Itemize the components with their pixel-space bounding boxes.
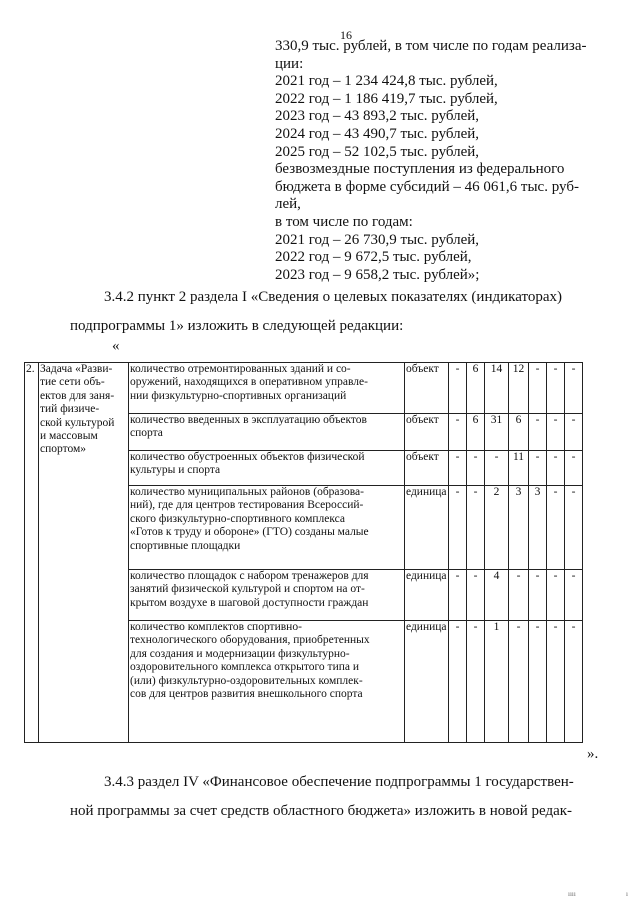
indicators-table	[24, 362, 583, 743]
indicator-line: количество обустроенных объектов физической	[130, 451, 365, 463]
unit-cell: единица	[405, 486, 449, 570]
budget-line: 2021 год – 1 234 424,8 тыс. рублей,	[275, 73, 498, 90]
value-cell: -	[565, 414, 583, 451]
indicator-name-cell	[129, 414, 405, 451]
task-line: спортом»	[40, 443, 87, 456]
value-cell: -	[547, 486, 565, 570]
value-cell: 3	[509, 486, 529, 570]
table-row	[25, 363, 583, 414]
task-line: тие сети объ-	[40, 376, 105, 389]
indicator-line: крытом воздухе в шаговой доступности граждан	[130, 596, 369, 609]
value-cell: -	[449, 414, 467, 451]
indicator-line: количество комплектов спортивно-	[130, 621, 302, 633]
value-cell: -	[509, 621, 529, 743]
unit-cell: объект	[405, 414, 449, 451]
value-cell: 2	[485, 486, 509, 570]
indicator-line: ний), где для центров тестирования Всероссий-	[130, 499, 364, 512]
indicator-line: (или) физкультурно-оздоровительных комплек-	[130, 674, 363, 687]
unit-cell: объект	[405, 451, 449, 486]
value-cell: -	[449, 570, 467, 621]
budget-line: 2023 год – 9 658,2 тыс. рублей»;	[275, 266, 480, 283]
value-cell: -	[547, 363, 565, 414]
budget-line: в том числе по годам:	[275, 213, 413, 230]
value-cell: 14	[485, 363, 509, 414]
value-cell: -	[565, 570, 583, 621]
value-cell: -	[449, 486, 467, 570]
budget-line: 2022 год – 9 672,5 тыс. рублей,	[275, 249, 472, 266]
value-cell: -	[467, 451, 485, 486]
value-cell: -	[449, 451, 467, 486]
indicator-line: оружений, находящихся в оперативном управле-	[130, 376, 368, 389]
budget-line: 330,9 тыс. рублей, в том числе по годам реализа-	[275, 38, 587, 54]
opening-quote: «	[112, 338, 120, 354]
value-cell: -	[547, 570, 565, 621]
value-cell: -	[547, 414, 565, 451]
paragraph-342-line1: 3.4.2 пункт 2 раздела I «Сведения о целевых показателях (индикаторах)	[104, 289, 562, 305]
budget-line: ции:	[275, 55, 304, 72]
unit-cell: единица	[405, 621, 449, 743]
indicator-name-cell	[129, 363, 405, 414]
budget-line: 2025 год – 52 102,5 тыс. рублей,	[275, 143, 480, 160]
value-cell: -	[547, 451, 565, 486]
row-number-cell: 2.	[25, 363, 39, 743]
budget-text-block	[275, 38, 605, 284]
unit-cell: единица	[405, 570, 449, 621]
value-cell: 1	[485, 621, 509, 743]
indicator-line: «Готов к труду и обороне» (ГТО) созданы малые	[130, 526, 369, 539]
task-line: и массовым	[40, 430, 98, 443]
task-cell	[39, 363, 129, 743]
scan-mark: ıııı	[568, 890, 576, 898]
page-number: 16	[340, 28, 352, 42]
value-cell: -	[565, 451, 583, 486]
value-cell: -	[449, 363, 467, 414]
scan-mark: ı	[626, 890, 628, 898]
indicator-line: культуры и спорта	[130, 464, 221, 477]
budget-line: 2023 год – 43 893,2 тыс. рублей,	[275, 108, 480, 125]
value-cell: -	[565, 363, 583, 414]
unit-cell: объект	[405, 363, 449, 414]
value-cell: -	[467, 570, 485, 621]
task-line: ектов для заня-	[40, 389, 115, 402]
value-cell: -	[529, 414, 547, 451]
value-cell: -	[529, 363, 547, 414]
value-cell: -	[529, 451, 547, 486]
paragraph-343-line1: 3.4.3 раздел IV «Финансовое обеспечение подпрограммы 1 государствен-	[104, 774, 574, 790]
indicator-line: занятий физической культурой и спортом на от-	[130, 583, 365, 596]
indicator-line: сов для центров развития внешкольного спорта	[130, 688, 363, 701]
value-cell: -	[529, 570, 547, 621]
value-cell: 6	[467, 363, 485, 414]
indicator-name-cell	[129, 486, 405, 570]
value-cell: -	[467, 486, 485, 570]
paragraph-343-line2: ной программы за счет средств областного бюджета» изложить в новой редак-	[70, 803, 573, 819]
task-line: Задача «Разви-	[40, 363, 113, 375]
value-cell: -	[529, 621, 547, 743]
value-cell: 6	[467, 414, 485, 451]
budget-line: 2022 год – 1 186 419,7 тыс. рублей,	[275, 90, 498, 107]
budget-line: 2021 год – 26 730,9 тыс. рублей,	[275, 231, 480, 248]
value-cell: 4	[485, 570, 509, 621]
value-cell: 11	[509, 451, 529, 486]
value-cell: -	[565, 621, 583, 743]
indicator-name-cell	[129, 621, 405, 743]
value-cell: 3	[529, 486, 547, 570]
task-line: тий физиче-	[40, 403, 100, 416]
budget-line: безвозмездные поступления из федерального	[275, 161, 565, 178]
indicator-name-cell	[129, 451, 405, 486]
indicator-line: нии физкультурно-спортивных организаций	[130, 389, 347, 402]
value-cell: 6	[509, 414, 529, 451]
value-cell: 12	[509, 363, 529, 414]
indicator-line: количество введенных в эксплуатацию объектов	[130, 414, 367, 426]
value-cell: -	[509, 570, 529, 621]
value-cell: 31	[485, 414, 509, 451]
budget-line: бюджета в форме субсидий – 46 061,6 тыс. руб-	[275, 178, 579, 195]
indicator-line: для создания и модернизации физкультурно-	[130, 647, 350, 660]
closing-quote: ».	[587, 746, 599, 762]
budget-line: лей,	[275, 196, 301, 213]
indicator-line: количество муниципальных районов (образова-	[130, 486, 364, 498]
value-cell: -	[467, 621, 485, 743]
indicator-line: оздоровительного комплекса открытого типа и	[130, 661, 360, 674]
value-cell: -	[565, 486, 583, 570]
budget-line: 2024 год – 43 490,7 тыс. рублей,	[275, 125, 480, 142]
indicator-line: ского физкультурно-спортивного комплекса	[130, 512, 346, 525]
value-cell: -	[449, 621, 467, 743]
value-cell: -	[485, 451, 509, 486]
task-line: ской культурой	[40, 416, 115, 429]
indicator-line: спортивные площадки	[130, 539, 241, 552]
indicator-line: технологического оборудования, приобретенных	[130, 634, 370, 647]
indicator-line: количество площадок с набором тренажеров для	[130, 570, 369, 582]
paragraph-342-line2: подпрограммы 1» изложить в следующей редакции:	[70, 318, 404, 334]
indicator-name-cell	[129, 570, 405, 621]
indicator-line: количество отремонтированных зданий и со-	[130, 363, 351, 375]
indicator-line: спорта	[130, 427, 163, 440]
value-cell: -	[547, 621, 565, 743]
